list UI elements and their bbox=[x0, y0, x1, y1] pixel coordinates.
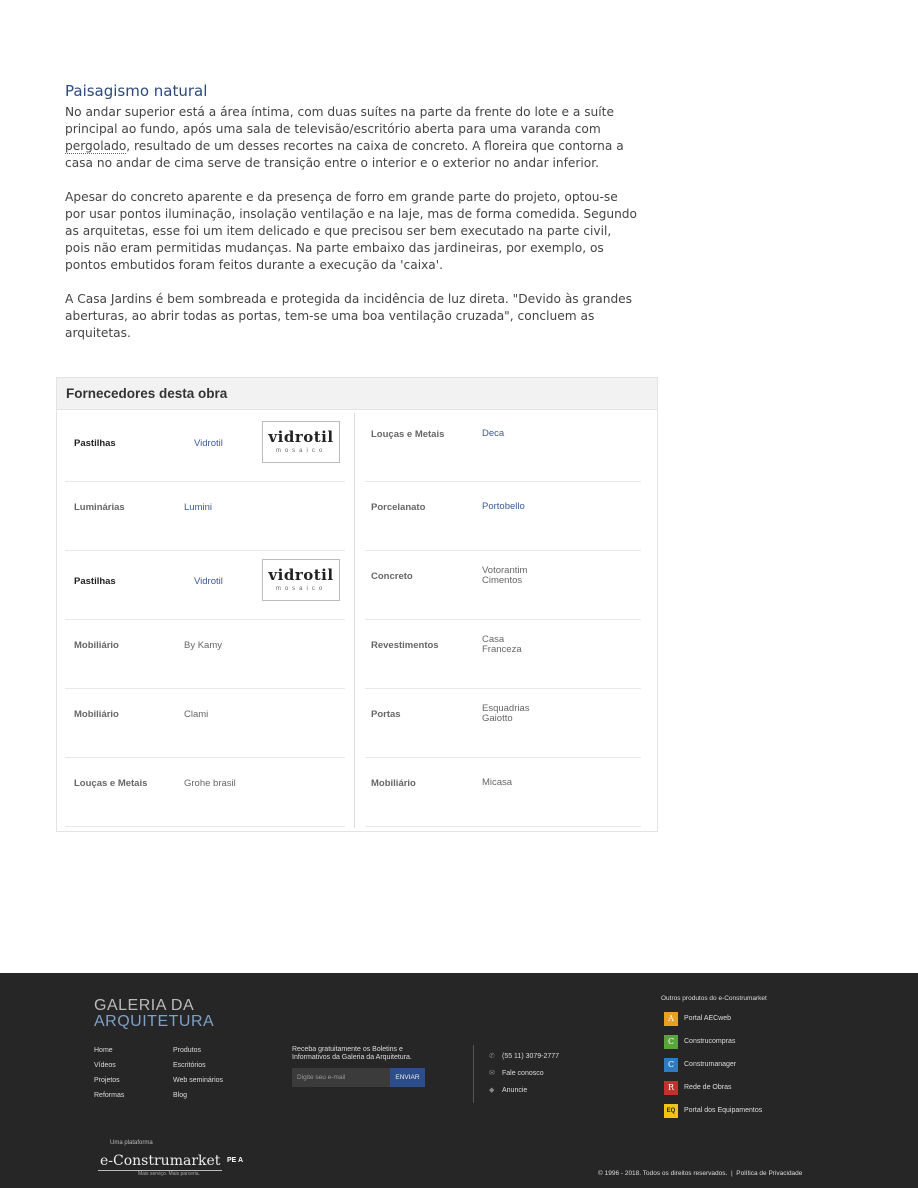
supplier-brand-by-kamy: By Kamy bbox=[184, 640, 223, 651]
newsletter-submit-button[interactable]: ENVIAR bbox=[390, 1068, 425, 1087]
logo-subtext: mosaico bbox=[275, 586, 327, 592]
contact-advertise[interactable] bbox=[489, 1086, 527, 1094]
supplier-category: Mobiliário bbox=[371, 778, 416, 789]
construmarket-logo[interactable]: e-Construmarket bbox=[100, 1153, 221, 1169]
supplier-category: Concreto bbox=[371, 571, 413, 582]
supplier-category: Luminárias bbox=[74, 502, 125, 513]
copyright-separator: | bbox=[730, 1170, 733, 1177]
supplier-row bbox=[65, 689, 345, 758]
supplier-row bbox=[65, 620, 345, 689]
logo-wordmark: vidrotil bbox=[268, 566, 334, 584]
newsletter-email-input[interactable] bbox=[292, 1068, 390, 1087]
phone-icon: ✆ bbox=[489, 1053, 495, 1060]
supplier-category: Porcelanato bbox=[371, 502, 426, 513]
product-name: Portal dos Equipamentos bbox=[684, 1107, 763, 1114]
supplier-row bbox=[365, 758, 641, 827]
supplier-row bbox=[365, 551, 641, 620]
footer-divider bbox=[473, 1045, 474, 1103]
product-link-portal-dos-equipamentos[interactable] bbox=[664, 1104, 762, 1118]
suppliers-panel bbox=[56, 377, 658, 832]
footer-nav-col2 bbox=[173, 1043, 223, 1103]
logo-wordmark: vidrotil bbox=[268, 428, 334, 446]
logo-line-2: ARQUITETURA bbox=[94, 1013, 215, 1030]
other-products-title: Outros produtos do e-Construmarket bbox=[661, 995, 767, 1002]
product-name: Construcompras bbox=[684, 1038, 736, 1045]
supplier-row bbox=[365, 689, 641, 758]
product-logo-icon: C bbox=[664, 1058, 678, 1072]
supplier-brand-casa-franceza: Casa Franceza bbox=[482, 634, 522, 655]
supplier-row bbox=[65, 758, 345, 827]
privacy-link[interactable]: Política de Privacidade bbox=[736, 1170, 803, 1177]
article-paragraph-2: Apesar do concreto aparente e da presença de forro em grande parte do projeto, optou-se por usar pontos iluminação, insolação ventilação e na laje, mas de forma comedida. Segundo as arquitetas, esse foi um item delicado e que precisou ser bem executado na parte civil, pois não eram permitidas mudanças. Na parte embaixo das jardineiras, por exemplo, os pontos embutidos foram feitos durante a execução da 'caixa'. bbox=[65, 190, 637, 272]
product-logo-icon: A bbox=[664, 1012, 678, 1026]
footer-link-web-seminarios[interactable]: Web seminários bbox=[173, 1077, 224, 1084]
supplier-category: Revestimentos bbox=[371, 640, 439, 651]
vidrotil-logo[interactable] bbox=[262, 421, 340, 463]
supplier-brand-micasa: Micasa bbox=[482, 777, 513, 788]
contact-text: Fale conosco bbox=[502, 1070, 544, 1077]
product-name: Portal AECweb bbox=[684, 1015, 732, 1022]
product-link-construcompras[interactable] bbox=[664, 1035, 735, 1049]
supplier-brand-clami: Clami bbox=[184, 709, 209, 720]
supplier-brand-lumini[interactable]: Lumini bbox=[184, 502, 212, 513]
product-logo-icon: C bbox=[664, 1035, 678, 1049]
advertise-text: Anuncie bbox=[502, 1087, 528, 1094]
article-text: No andar superior está a área íntima, com duas suítes na parte da frente do lote e a suíte principal ao fundo, após uma sala de televisão/escritório aberta para uma varanda com bbox=[65, 105, 614, 136]
supplier-brand-deca[interactable]: Deca bbox=[482, 428, 505, 439]
article-paragraph-3: A Casa Jardins é bem sombreada e protegida da incidência de luz direta. "Devido às grandes aberturas, ao abrir todas as portas, tem-se uma boa ventilação cruzada", concluem as arquitetas. bbox=[65, 292, 633, 340]
article-section bbox=[65, 82, 640, 359]
footer-link-projetos[interactable]: Projetos bbox=[94, 1077, 120, 1084]
product-logo-icon: R bbox=[664, 1081, 678, 1095]
supplier-category: Mobiliário bbox=[74, 709, 119, 720]
product-logo-icon: EQ bbox=[664, 1104, 678, 1118]
supplier-row bbox=[65, 482, 345, 551]
supplier-category: Pastilhas bbox=[74, 438, 116, 449]
megaphone-icon: ◆ bbox=[489, 1087, 495, 1094]
column-divider bbox=[354, 413, 355, 828]
logo-subtext: mosaico bbox=[275, 448, 327, 454]
footer-link-produtos[interactable]: Produtos bbox=[173, 1047, 202, 1054]
newsletter-text: Receba gratuitamente os Boletins e Informativos da Galeria da Arquitetura. bbox=[292, 1046, 412, 1061]
supplier-row bbox=[365, 413, 641, 482]
construmarket-tagline: Mais serviço. Mais parceria. bbox=[138, 1171, 200, 1177]
contact-phone[interactable] bbox=[489, 1052, 559, 1060]
contact-email[interactable] bbox=[489, 1069, 544, 1077]
product-link-portal-aecweb[interactable] bbox=[664, 1012, 731, 1026]
footer-link-home[interactable]: Home bbox=[94, 1047, 113, 1054]
galeria-logo[interactable] bbox=[94, 998, 214, 1030]
glossary-link-pergolado[interactable]: pergolado bbox=[65, 139, 127, 153]
footer-link-videos[interactable]: Vídeos bbox=[94, 1062, 116, 1069]
pea-logo[interactable]: PE A bbox=[226, 1157, 244, 1164]
supplier-row bbox=[65, 551, 345, 620]
supplier-category: Portas bbox=[371, 709, 401, 720]
phone-text: (55 11) 3079-2777 bbox=[502, 1053, 560, 1060]
article-text: , resultado de um desses recortes na caixa de concreto. A floreira que contorna a casa no andar de cima serve de transição entre o interior e o exterior no andar inferior. bbox=[65, 139, 624, 170]
supplier-row bbox=[365, 620, 641, 689]
supplier-category: Louças e Metais bbox=[371, 429, 445, 440]
supplier-brand-portobello[interactable]: Portobello bbox=[482, 501, 525, 512]
supplier-row bbox=[365, 482, 641, 551]
mail-icon: ✉ bbox=[489, 1070, 495, 1077]
supplier-brand-vidrotil[interactable]: Vidrotil bbox=[194, 576, 223, 587]
product-link-construmanager[interactable] bbox=[664, 1058, 736, 1072]
article-paragraph-1 bbox=[65, 104, 640, 172]
product-name: Rede de Obras bbox=[684, 1084, 732, 1091]
supplier-category: Louças e Metais bbox=[74, 778, 148, 789]
product-link-rede-de-obras[interactable] bbox=[664, 1081, 731, 1095]
supplier-brand-votorantim-cimentos: Votorantim Cimentos bbox=[482, 565, 528, 586]
supplier-brand-vidrotil[interactable]: Vidrotil bbox=[194, 438, 223, 449]
logo-line-1: GALERIA DA bbox=[94, 997, 195, 1014]
suppliers-title: Fornecedores desta obra bbox=[57, 378, 657, 410]
supplier-brand-grohe-brasil: Grohe brasil bbox=[184, 778, 236, 789]
supplier-category: Pastilhas bbox=[74, 576, 116, 587]
supplier-row bbox=[65, 413, 345, 482]
footer-link-escritorios[interactable]: Escritórios bbox=[173, 1062, 206, 1069]
footer bbox=[0, 973, 918, 1188]
article-heading: Paisagismo natural bbox=[65, 82, 208, 100]
footer-link-reformas[interactable]: Reformas bbox=[94, 1092, 125, 1099]
platform-label: Uma plataforma bbox=[110, 1140, 153, 1146]
copyright bbox=[598, 1170, 802, 1177]
supplier-category: Mobiliário bbox=[74, 640, 119, 651]
footer-nav-col1 bbox=[94, 1043, 124, 1103]
product-name: Construmanager bbox=[684, 1061, 737, 1068]
copyright-text: © 1996 - 2018. Todos os direitos reservados. bbox=[598, 1170, 728, 1177]
footer-link-blog[interactable]: Blog bbox=[173, 1092, 188, 1099]
vidrotil-logo[interactable] bbox=[262, 559, 340, 601]
supplier-brand-esquadrias-gaiotto: Esquadrias Gaiotto bbox=[482, 703, 530, 724]
